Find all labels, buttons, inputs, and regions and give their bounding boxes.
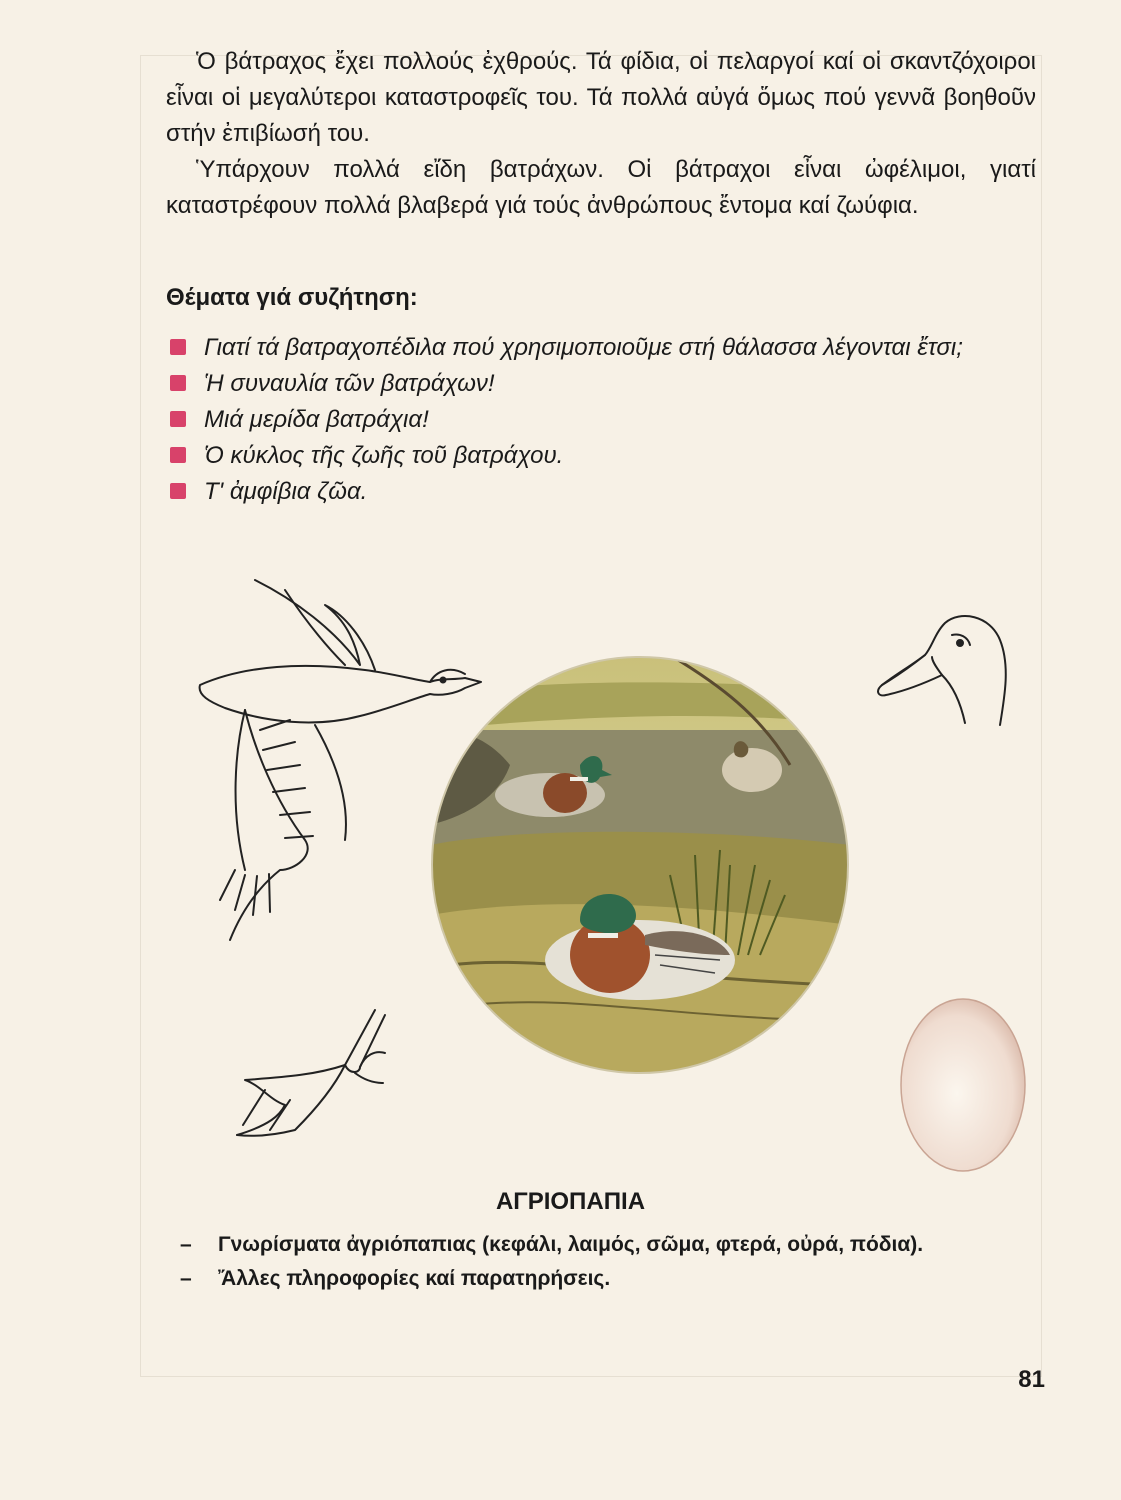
topic-text: Μιά μερίδα βατράχια! <box>204 406 429 433</box>
topic-item <box>166 330 1036 366</box>
topics-heading: Θέματα γιά συζήτηση: <box>166 284 418 311</box>
topic-text: Γιατί τά βατραχοπέδιλα πού χρησιμοποιοῦμε στή θάλασσα λέγονται ἔτσι; <box>204 334 963 361</box>
topic-text: Ὁ κύκλος τῆς ζωῆς τοῦ βατράχου. <box>204 442 564 469</box>
page-number: 81 <box>1018 1366 1045 1393</box>
bullet-icon <box>170 483 186 499</box>
duck-head-icon <box>870 605 1020 730</box>
note-item: – Γνωρίσματα ἀγριόπαπιας (κεφάλι, λαιμός, σῶμα, φτερά, οὐρά, πόδια). <box>180 1228 1010 1262</box>
bullet-icon <box>170 375 186 391</box>
topic-item <box>166 366 1036 402</box>
note-item: – Ἄλλες πληροφορίες καί παρατηρήσεις. <box>180 1262 1010 1296</box>
topic-item <box>166 438 1036 474</box>
topic-item <box>166 474 1036 510</box>
topic-text: Τ' ἀμφίβια ζῶα. <box>204 478 368 505</box>
bullet-icon <box>170 339 186 355</box>
topic-item <box>166 402 1036 438</box>
intro-paragraph: Ὑπάρχουν πολλά εἴδη βατράχων. Οἱ βάτραχοι εἶναι ὠφέλιμοι, γιατί καταστρέφουν πολλά βλαβερά γιά τούς ἀνθρώπους ἔντομα καί ζωύφια. <box>166 156 1036 219</box>
intro-paragraph: Ὁ βάτραχος ἔχει πολλούς ἐχθρούς. Τά φίδια, οἱ πελαργοί καί οἱ σκαντζόχοιροι εἶναι οἱ μεγαλύτεροι καταστροφεῖς του. Τά πολλά αὐγά ὅμως πού γεννᾶ βοηθοῦν στήν ἐπιβίωσή του. <box>166 48 1036 147</box>
duck-foot-icon <box>225 1005 400 1145</box>
topics-list <box>166 330 1036 510</box>
bullet-icon <box>170 447 186 463</box>
duck-pond-painting-icon <box>430 655 850 1075</box>
notes-list <box>180 1228 1010 1296</box>
intro-text <box>166 44 1036 224</box>
egg-icon <box>888 985 1038 1175</box>
topic-text: Ἡ συναυλία τῶν βατράχων! <box>204 370 495 397</box>
section-heading: ΑΓΡΙΟΠΑΠΙΑ <box>495 1188 646 1215</box>
bullet-icon <box>170 411 186 427</box>
